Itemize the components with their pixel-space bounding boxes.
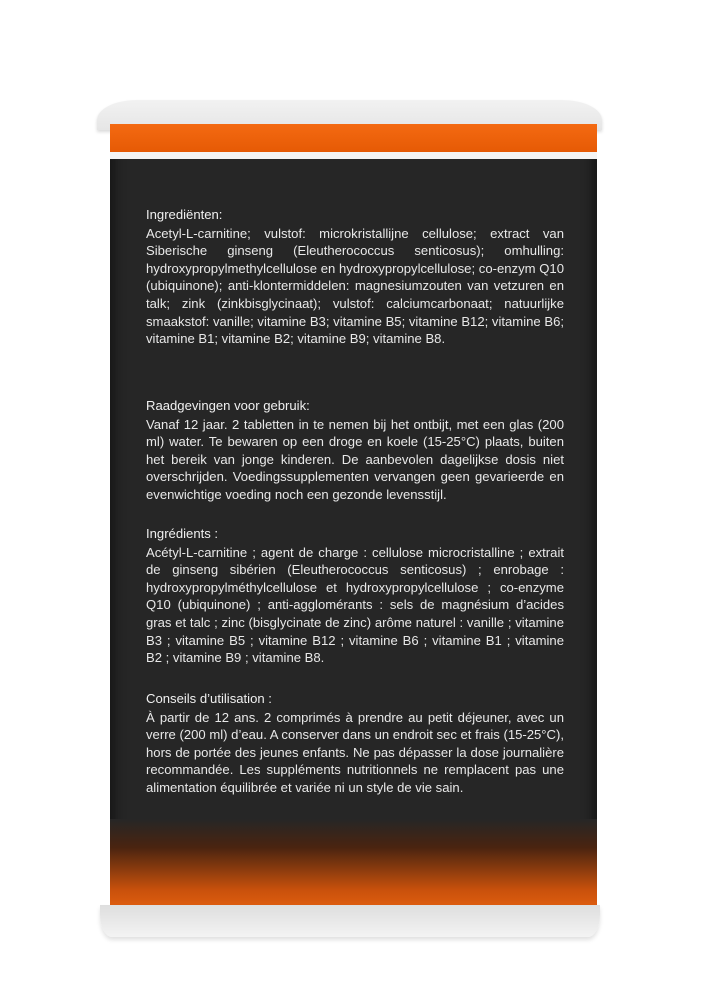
fr-ingredients-section [146, 525, 564, 667]
nl-advice-section [146, 397, 564, 504]
fr-ingredients-text: Acétyl-L-carnitine ; agent de charge : cellulose microcristalline ; extrait de ginseng sibérien (Eleutherococcus senticosus) ; enrobage : hydroxypropylméthylcellulose et hydroxypropylcellulose ; co-enzyme Q10 (ubiquinone) ; anti-agglomérants : sels de magnésium d’acides gras et talc ; zinc (bisglycinate de zinc) arôme naturel : vanille ; vitamine B3 ; vitamine B5 ; vitamine B12 ; vitamine B6 ; vitamine B1 ; vitamine B2 ; vitamine B9 ; vitamine B8. [146, 544, 564, 666]
fr-advice-text: À partir de 12 ans. 2 comprimés à prendre au petit déjeuner, avec un verre (200 ml) d’eau. A conserver dans un endroit sec et frais (15-25°C), hors de portée des jeunes enfants. Ne pas dépasser la dose journalière recommandée. Les suppléments nutritionnels ne remplacent pas une alimentation équilibrée et variée ni un style de vie sain. [146, 709, 564, 795]
nl-ingredients-section [146, 206, 564, 348]
nl-advice-heading: Raadgevingen voor gebruik: [146, 398, 310, 413]
fr-advice-heading: Conseils d’utilisation : [146, 691, 272, 706]
white-stripe [110, 152, 597, 159]
nl-ingredients-text: Acetyl-L-carnitine; vulstof: microkristallijne cellulose; extract van Siberische ginseng (Eleutherococcus senticosus); omhulling: hydroxypropylmethylcellulose en hydroxypropylcellulose; co-enzym Q10 (ubiquinone); anti-klontermiddelen: magnesiumzouten van vetzuren en talk; zink (zinkbisglycinaat); vulstof: calciumcarbonaat; natuurlijke smaakstof: vanille; vitamine B3; vitamine B5; vitamine B12; vitamine B6; vitamine B1; vitamine B2; vitamine B9; vitamine B8. [146, 225, 564, 347]
box-bottom-lip [100, 905, 600, 937]
orange-top-band [110, 124, 597, 152]
fr-advice-section [146, 690, 564, 797]
nl-ingredients-heading: Ingrediënten: [146, 207, 223, 222]
orange-bottom-band [110, 819, 597, 914]
fr-ingredients-heading: Ingrédients : [146, 526, 219, 541]
nl-advice-text: Vanaf 12 jaar. 2 tabletten in te nemen bij het ontbijt, met een glas (200 ml) water. Te bewaren op een droge en koele (15-25°C) plaats, buiten het bereik van jonge kinderen. De aanbevolen dagelijkse dosis niet overschrijden. Voedingssupplementen vervangen geen gevarieerde en evenwichtige voeding noch een gezonde levensstijl. [146, 416, 564, 502]
